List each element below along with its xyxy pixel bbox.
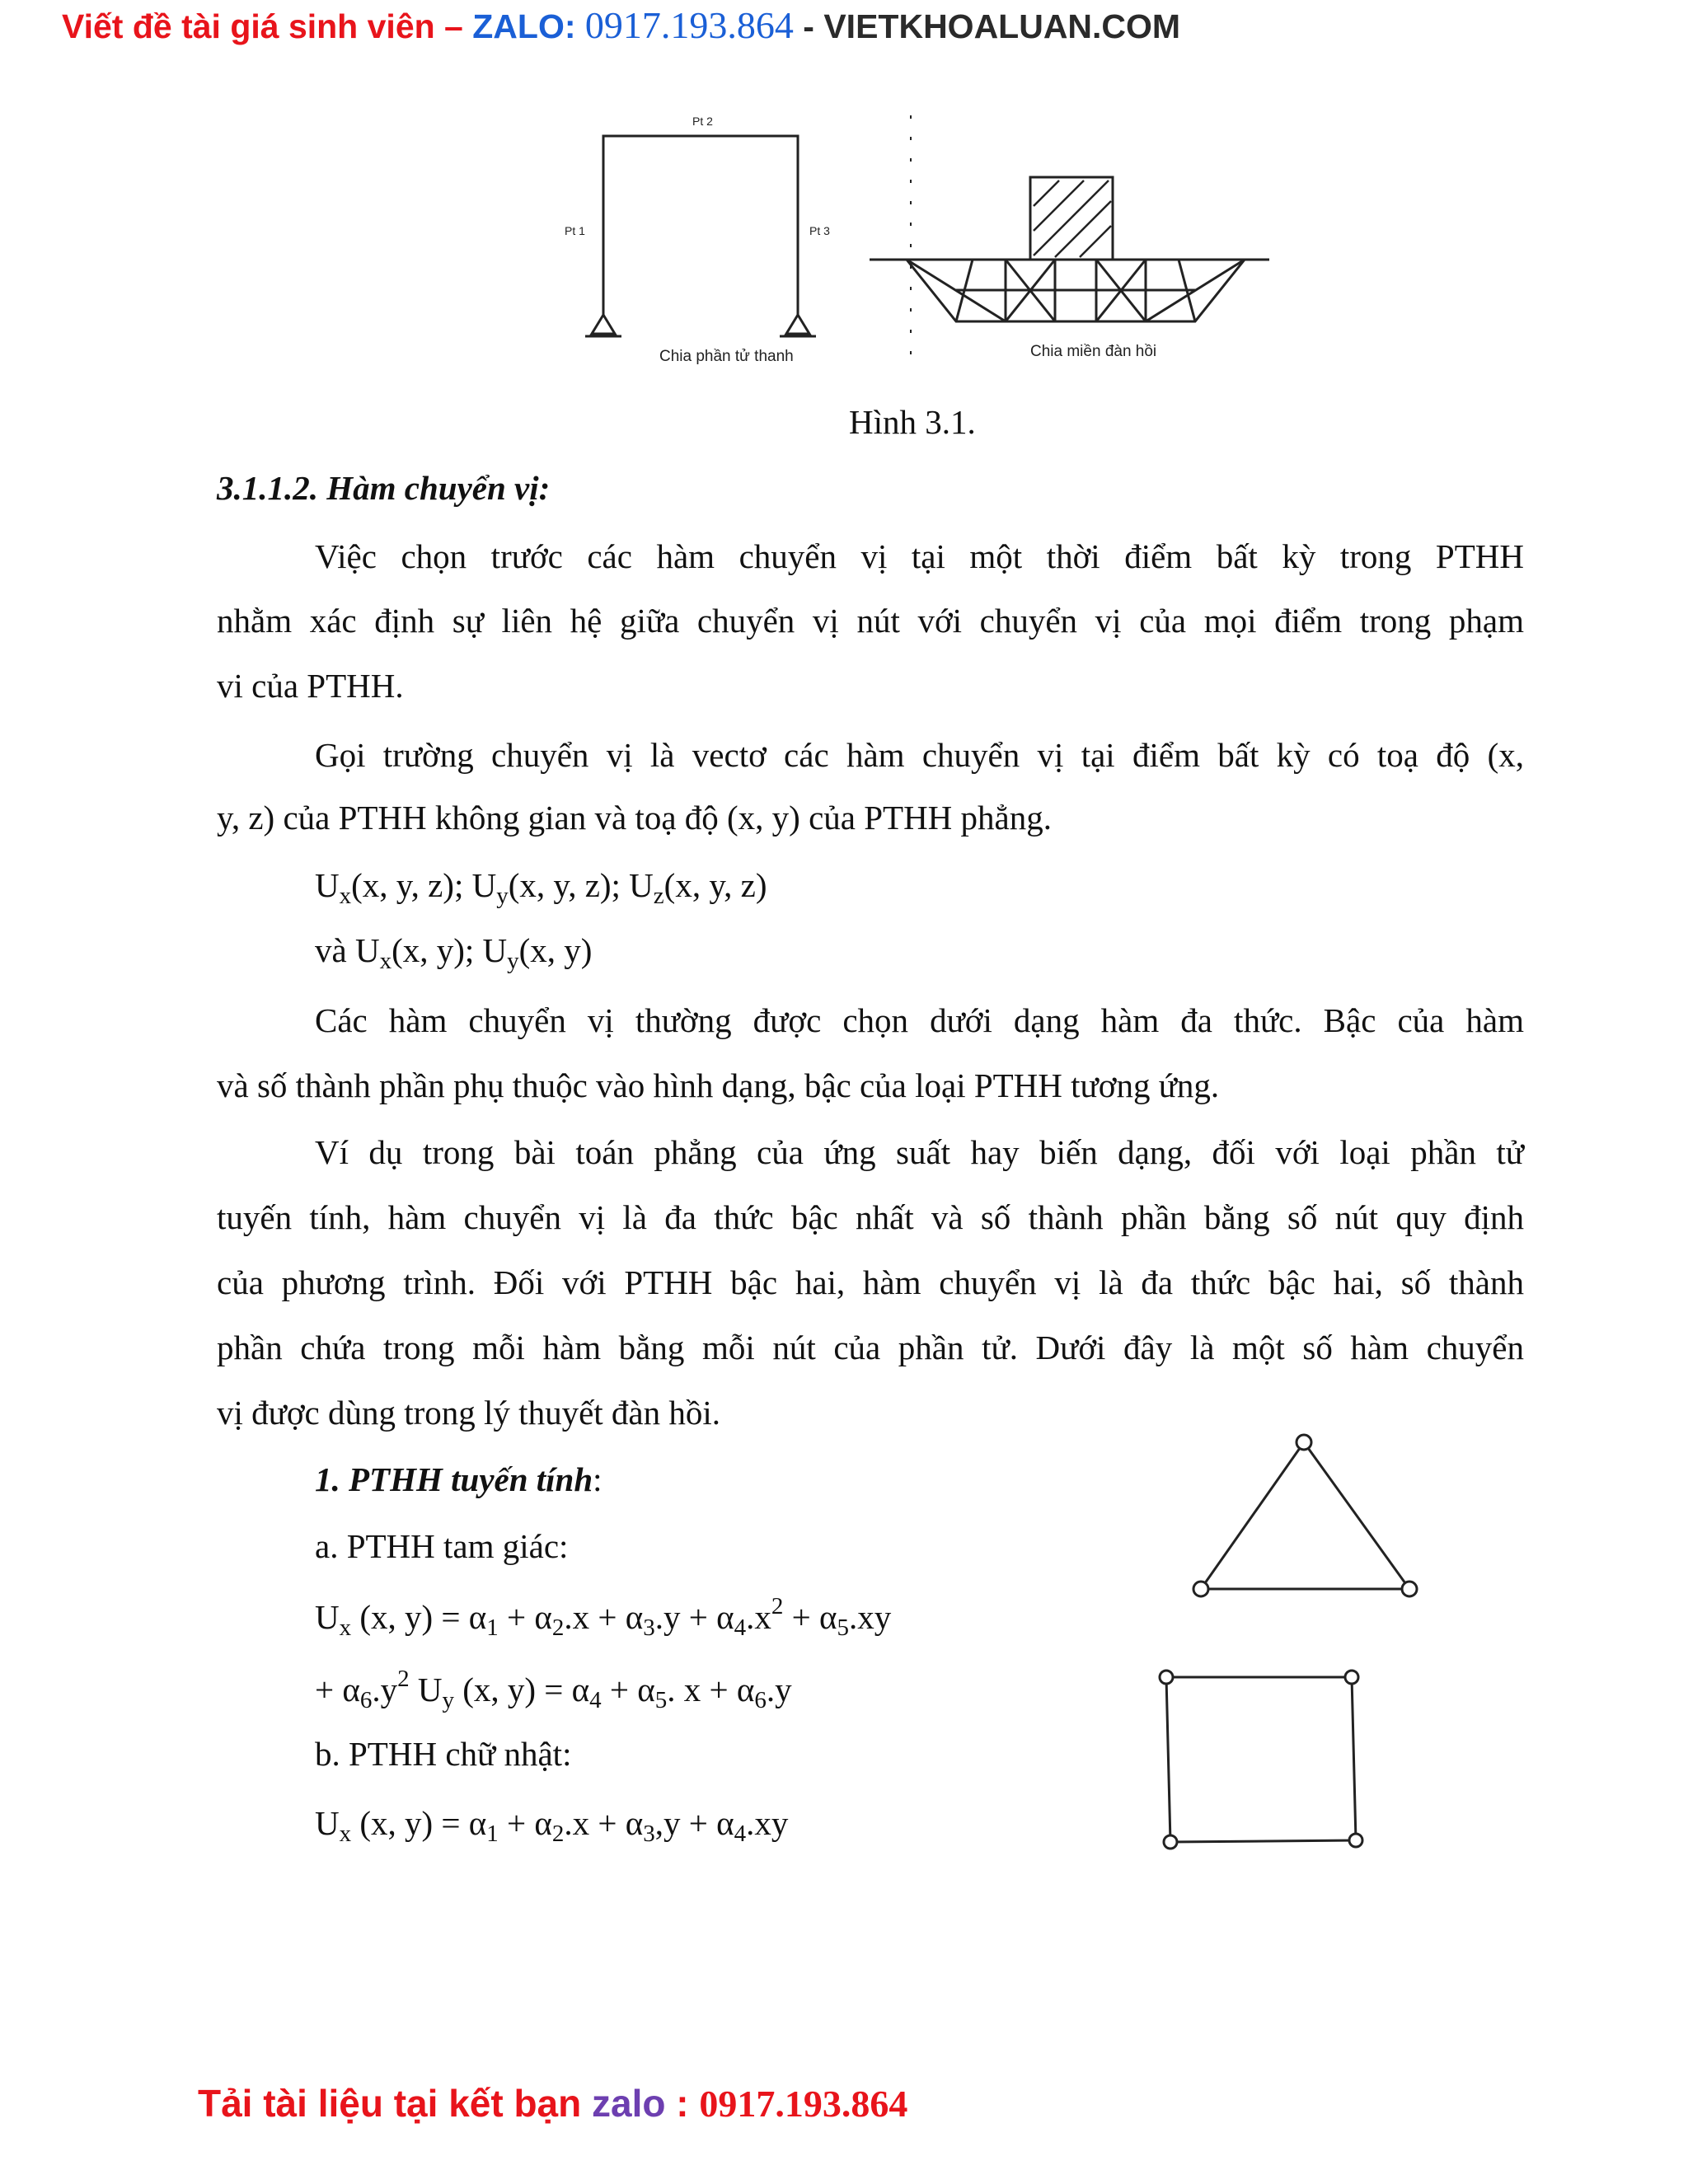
paragraph-line: tuyến tính, hàm chuyển vị là đa thức bậc nhất và số thành phần bằng số nút quy định [217,1198,1524,1236]
equation-triangle-ux: $U_x$ (x, $y) = \alpha_1 + \alpha_2.x + \alpha_3.y + \alpha_4.x^2 + \alpha_5.xy$ [315,1593,892,1641]
paragraph-line: Gọi trường chuyển vị là vectơ các hàm chuyển vị tại điểm bất kỳ có toạ độ (x, [315,736,1524,774]
footer-sep: : [665,2082,700,2125]
equation-rectangle-ux: $U_x$ (x, $y) = \alpha_1 + \alpha_2.x + \alpha_3,y + \alpha_4.xy$ [315,1804,789,1847]
label-triangle: a. PTHH tam giác: [315,1527,569,1565]
paragraph-line: vi của PTHH. [217,667,404,705]
header-banner [62,3,1180,47]
equation-fields-3d: $U_x(x$, y, z); $U_y(x$, y, z); $U_z(x$, y, z) [315,866,767,909]
paragraph-line: và số thành phần phụ thuộc vào hình dạng, bậc của loại PTHH tương ứng. [217,1066,1220,1104]
frame-structure [603,136,798,315]
rectangle-element-figure [1146,1652,1385,1867]
header-sep: - [793,7,824,45]
equation-fields-2d: và $U_x(x$, y); $U_y(x$, y) [315,931,593,974]
figure-3-1 [560,99,1302,379]
paragraph-line: nhằm xác định sự liên hệ giữa chuyển vị nút với chuyển vị của mọi điểm trong phạm [217,602,1524,640]
paragraph-line: của phương trình. Đối với PTHH bậc hai, hàm chuyển vị là đa thức bậc hai, số thành [217,1263,1524,1301]
label-rectangle: b. PTHH chữ nhật: [315,1735,572,1773]
footer-zalo-label: zalo [592,2082,666,2125]
right-caption: Chia miền đàn hồi [1030,343,1157,360]
right-support [786,315,809,334]
header-phone: 0917.193.864 [584,4,794,46]
paragraph-line: vị được dùng trong lý thuyết đàn hồi. [217,1394,720,1432]
header-zalo-label: ZALO: [472,7,585,45]
triangle-element-figure [1179,1422,1426,1619]
left-caption: Chia phần tử thanh [659,348,794,365]
paragraph-line: Các hàm chuyển vị thường được chọn dưới dạng hàm đa thức. Bậc của hàm [315,1001,1524,1039]
header-site-link[interactable]: VIETKHOALUAN.COM [823,7,1181,45]
footer-phone: 0917.193.864 [699,2083,908,2125]
label-pt1: Pt 1 [565,224,585,237]
left-support [592,315,615,334]
header-text: Viết đề tài giá sinh viên – [62,7,473,45]
footer-text: Tải tài liệu tại kết bạn [198,2082,593,2125]
label-pt3: Pt 3 [809,224,830,237]
footer-banner [198,2081,907,2125]
subheading-linear: 1. PTHH tuyến tính: [315,1460,603,1498]
section-heading: 3.1.1.2. Hàm chuyển vị: [217,469,551,507]
paragraph-line: y, z) của PTHH không gian và toạ độ (x, y) của PTHH phẳng. [217,799,1052,837]
label-pt2: Pt 2 [692,115,713,128]
paragraph-line: Ví dụ trong bài toán phẳng của ứng suất hay biến dạng, đối với loại phần tử [315,1133,1524,1171]
equation-triangle-uy: + $\alpha_6.y^2$ $U_y$ (x, $y) = \alpha_4 + \alpha_5$. $x + \alpha_6.y$ [315,1666,792,1713]
figure-caption: Hình 3.1. [849,403,976,441]
paragraph-line: Việc chọn trước các hàm chuyển vị tại một thời điểm bất kỳ trong PTHH [315,537,1524,575]
paragraph-line: phần chứa trong mỗi hàm bằng mỗi nút của phần tử. Dưới đây là một số hàm chuyển [217,1329,1524,1366]
